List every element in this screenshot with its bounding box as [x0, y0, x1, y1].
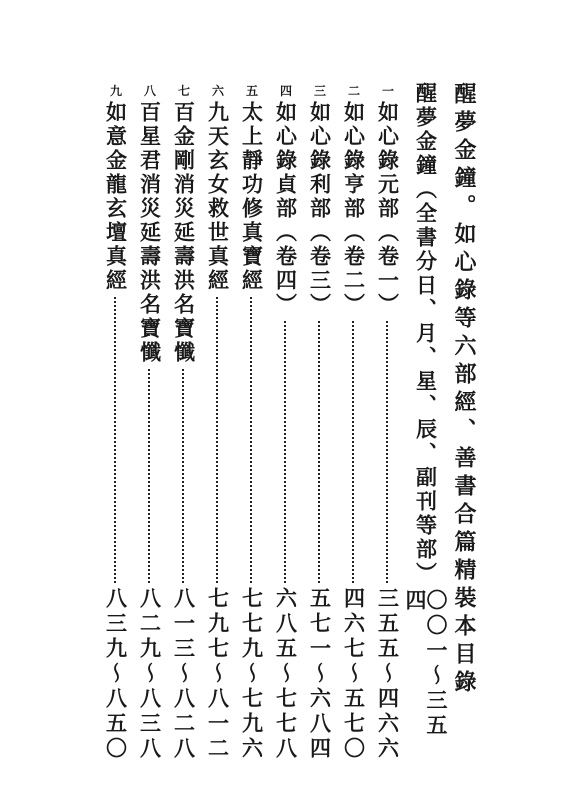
toc-entry-4 [271, 82, 301, 762]
entry-pages: 〇〇一～三五四 [403, 588, 449, 739]
entry-number: 六 [211, 84, 224, 98]
toc-entry-7 [169, 82, 199, 762]
entry-pages: 六八五～七七八 [273, 587, 299, 762]
toc-entry-head [403, 82, 449, 762]
entry-title: 百星君消災延壽洪名寶懺 [137, 101, 163, 365]
entry-number: 八 [143, 84, 156, 98]
toc-entry-6 [203, 82, 233, 762]
entry-number: 七 [177, 84, 190, 98]
leader-dots [148, 369, 152, 583]
entry-title: 如心錄亨部（卷二） [341, 101, 367, 317]
toc-entry-8 [135, 82, 165, 762]
toc-title: 醒夢金鐘。如心錄等六部經、善書合篇精裝本目錄 [451, 82, 477, 698]
entry-number: 三 [313, 84, 326, 98]
entry-number: 四 [279, 84, 292, 98]
entry-pages: 八二九～八三八 [137, 587, 163, 762]
toc-entry-2 [339, 82, 369, 762]
leader-dots [352, 321, 356, 583]
entry-number: 九 [109, 84, 122, 98]
leader-dots [216, 297, 220, 583]
toc-title-column [449, 82, 479, 762]
entry-title: 九天玄女救世真經 [205, 101, 231, 293]
entry-number: 二 [347, 84, 360, 98]
entry-title: 如心錄元部（卷一） [375, 101, 401, 317]
entry-pages: 五七一～六八四 [307, 587, 333, 762]
entry-title: 如心錄貞部（卷四） [273, 101, 299, 317]
leader-dots [182, 369, 186, 583]
entry-pages: 七九七～八一二 [205, 587, 231, 762]
entry-number: 一 [381, 84, 394, 98]
entry-title: 醒夢金鐘（全書分日、月、星、辰、副刊等部） [413, 82, 439, 586]
entry-pages: 七七九～七九六 [239, 587, 265, 762]
entry-title: 百金剛消災延壽洪名寶懺 [171, 101, 197, 365]
leader-dots [114, 297, 118, 583]
toc-entry-1 [373, 82, 403, 762]
leader-dots [318, 321, 322, 583]
entry-number: 五 [245, 84, 258, 98]
entry-pages: 三五五～四六六 [375, 587, 401, 762]
entry-pages: 八一三～八二八 [171, 587, 197, 762]
toc-entry-5 [237, 82, 267, 762]
leader-dots [250, 297, 254, 583]
leader-dots [386, 321, 390, 583]
entry-title: 如意金龍玄壇真經 [103, 101, 129, 293]
entry-title: 太上靜功修真寶經 [239, 101, 265, 293]
entry-pages: 八三九～八五〇 [103, 587, 129, 762]
toc-entry-3 [305, 82, 335, 762]
leader-dots [284, 321, 288, 583]
toc-entry-9 [101, 82, 131, 762]
entry-pages: 四六七～五七〇 [341, 587, 367, 762]
entry-title: 如心錄利部（卷三） [307, 101, 333, 317]
